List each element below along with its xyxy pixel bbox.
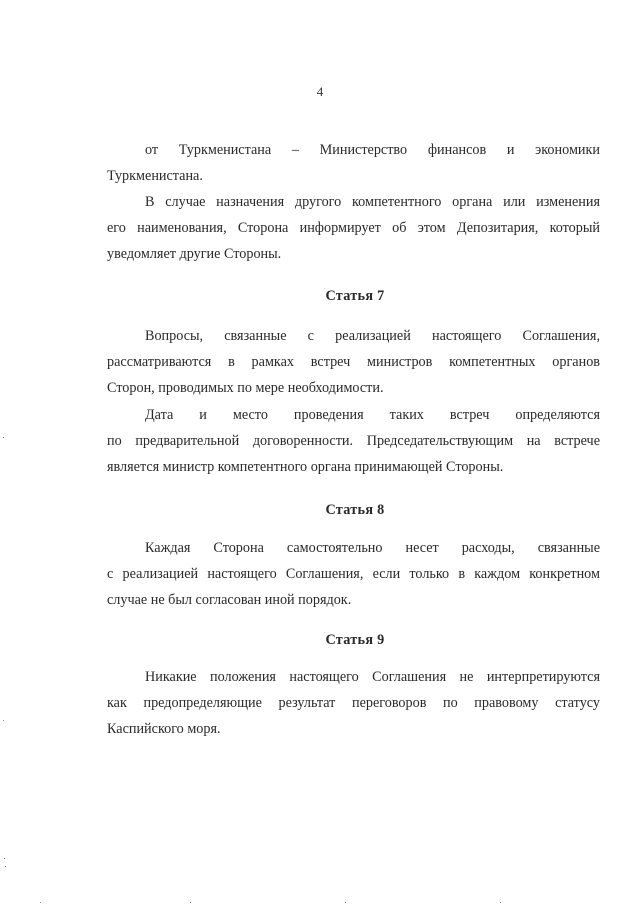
- scan-speck: [190, 902, 191, 903]
- paragraph-turkmenistan-authority: [107, 137, 600, 189]
- text-line: рассматриваются в рамках встреч министров компетентных органов: [107, 354, 600, 370]
- text-line: В случае назначения другого компетентного органа или изменения: [145, 194, 600, 210]
- article-9-paragraph-1: [107, 664, 600, 742]
- text-line: Туркменистана.: [107, 168, 203, 184]
- text-line: Каспийского моря.: [107, 721, 221, 737]
- text-line: Сторон, проводимых по мере необходимости.: [107, 380, 384, 396]
- article-8-heading: Статья 8: [325, 502, 385, 518]
- article-8-paragraph-1: [107, 535, 600, 613]
- article-9-heading: Статья 9: [325, 632, 385, 648]
- page-number: 4: [316, 84, 324, 99]
- text-line: по предварительной договоренности. Председательствующим на встрече: [107, 433, 600, 449]
- article-7-paragraph-2: [107, 402, 600, 480]
- text-line: как предопределяющие результат переговоров по правовому статусу: [107, 695, 600, 711]
- text-line: Никакие положения настоящего Соглашения не интерпретируются: [145, 669, 600, 685]
- text-line: Дата и место проведения таких встреч определяются: [145, 407, 600, 423]
- text-line: случае не был согласован иной порядок.: [107, 592, 352, 608]
- text-line: Каждая Сторона самостоятельно несет расходы, связанные: [145, 540, 600, 556]
- scan-speck: [40, 902, 41, 903]
- scan-speck: [3, 437, 4, 438]
- scan-speck: [5, 866, 6, 867]
- text-line: с реализацией настоящего Соглашения, если только в каждом конкретном: [107, 566, 600, 582]
- article-7-heading: Статья 7: [325, 288, 385, 304]
- article-7-paragraph-1: [107, 323, 600, 401]
- paragraph-authority-change: [107, 189, 600, 267]
- scan-speck: [4, 858, 5, 859]
- text-line: его наименования, Сторона информирует об этом Депозитария, который: [107, 220, 600, 236]
- scan-speck: [500, 902, 501, 903]
- scan-speck: [3, 720, 4, 721]
- scan-speck: [345, 902, 346, 903]
- text-line: от Туркменистана – Министерство финансов и экономики: [145, 142, 600, 158]
- text-line: уведомляет другие Стороны.: [107, 246, 282, 262]
- text-line: является министр компетентного органа принимающей Стороны.: [107, 459, 504, 475]
- text-line: Вопросы, связанные с реализацией настоящего Соглашения,: [145, 328, 600, 344]
